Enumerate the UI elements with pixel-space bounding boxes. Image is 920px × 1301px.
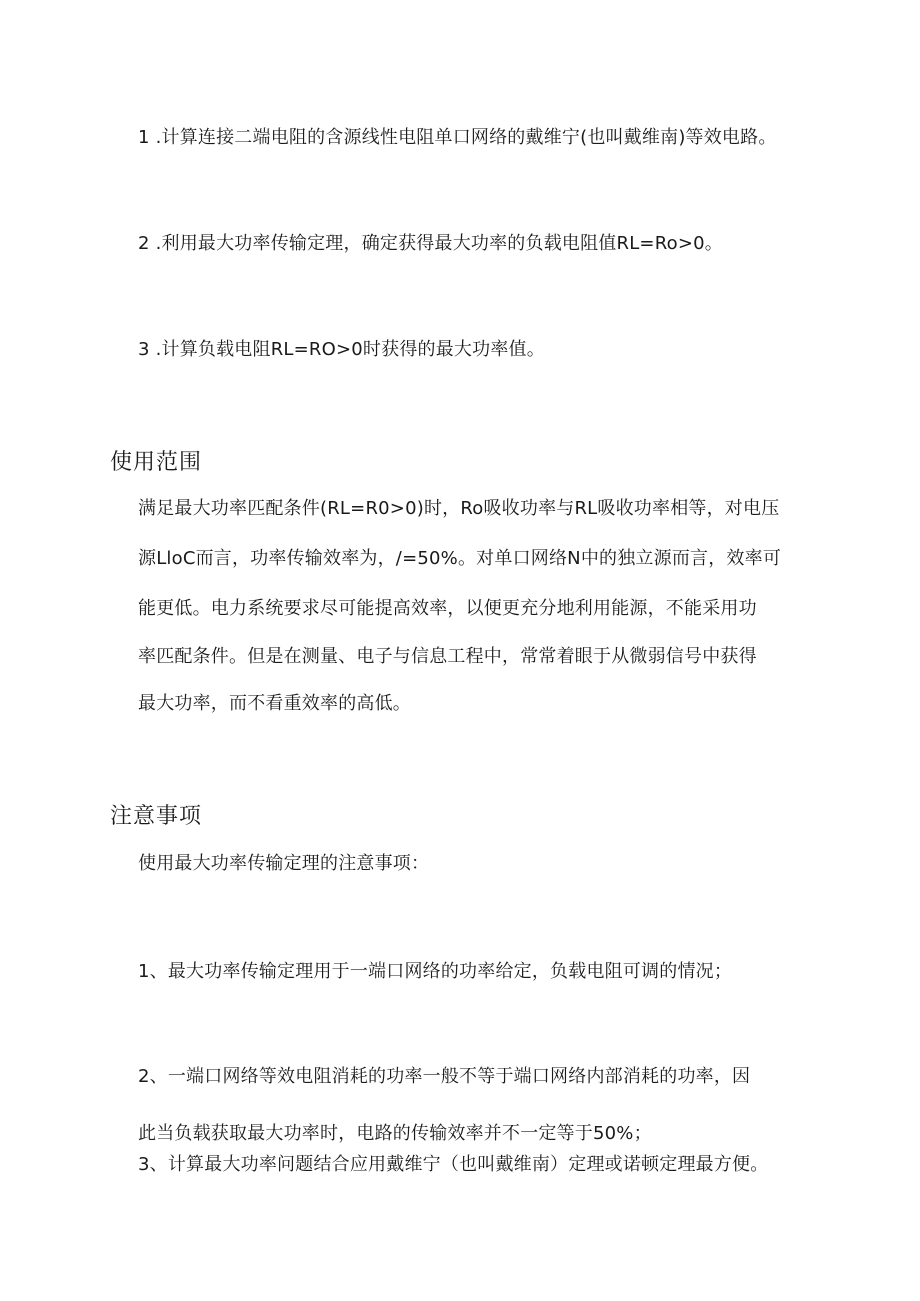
scope-line-4: 率匹配条件。但是在测量、电子与信息工程中，常常着眼于从微弱信号中获得 xyxy=(138,646,757,667)
note-item-2: 2、一端口网络等效电阻消耗的功率一般不等于端口网络内部消耗的功率，因 xyxy=(138,1066,751,1087)
scope-line-5: 最大功率，而不看重效率的高低。 xyxy=(138,693,411,714)
notes-intro: 使用最大功率传输定理的注意事项： xyxy=(138,853,430,874)
step-2: 2 .利用最大功率传输定理，确定获得最大功率的负载电阻值RL=Ro>0。 xyxy=(138,233,723,254)
scope-line-3: 能更低。电力系统要求尽可能提高效率，以便更充分地利用能源，不能采用功 xyxy=(138,598,757,619)
note-item-2-continued: 此当负载获取最大功率时，电路的传输效率并不一定等于50%； xyxy=(138,1123,652,1144)
scope-heading: 使用范围 xyxy=(110,450,203,475)
note-item-3: 3、计算最大功率问题结合应用戴维宁（也叫戴维南）定理或诺顿定理最方便。 xyxy=(138,1154,769,1175)
scope-line-1: 满足最大功率匹配条件(RL=R0>0)时，Ro吸收功率与RL吸收功率相等，对电压 xyxy=(138,498,780,519)
note-item-1: 1、最大功率传输定理用于一端口网络的功率给定，负载电阻可调的情况； xyxy=(138,961,733,982)
notes-heading: 注意事项 xyxy=(110,804,203,829)
scope-line-2: 源LloC而言，功率传输效率为，/=50%。对单口网络N中的独立源而言，效率可 xyxy=(138,548,782,569)
step-1: 1 .计算连接二端电阻的含源线性电阻单口网络的戴维宁(也叫戴维南)等效电路。 xyxy=(138,127,777,148)
step-3: 3 .计算负载电阻RL=RO>0时获得的最大功率值。 xyxy=(138,339,545,360)
